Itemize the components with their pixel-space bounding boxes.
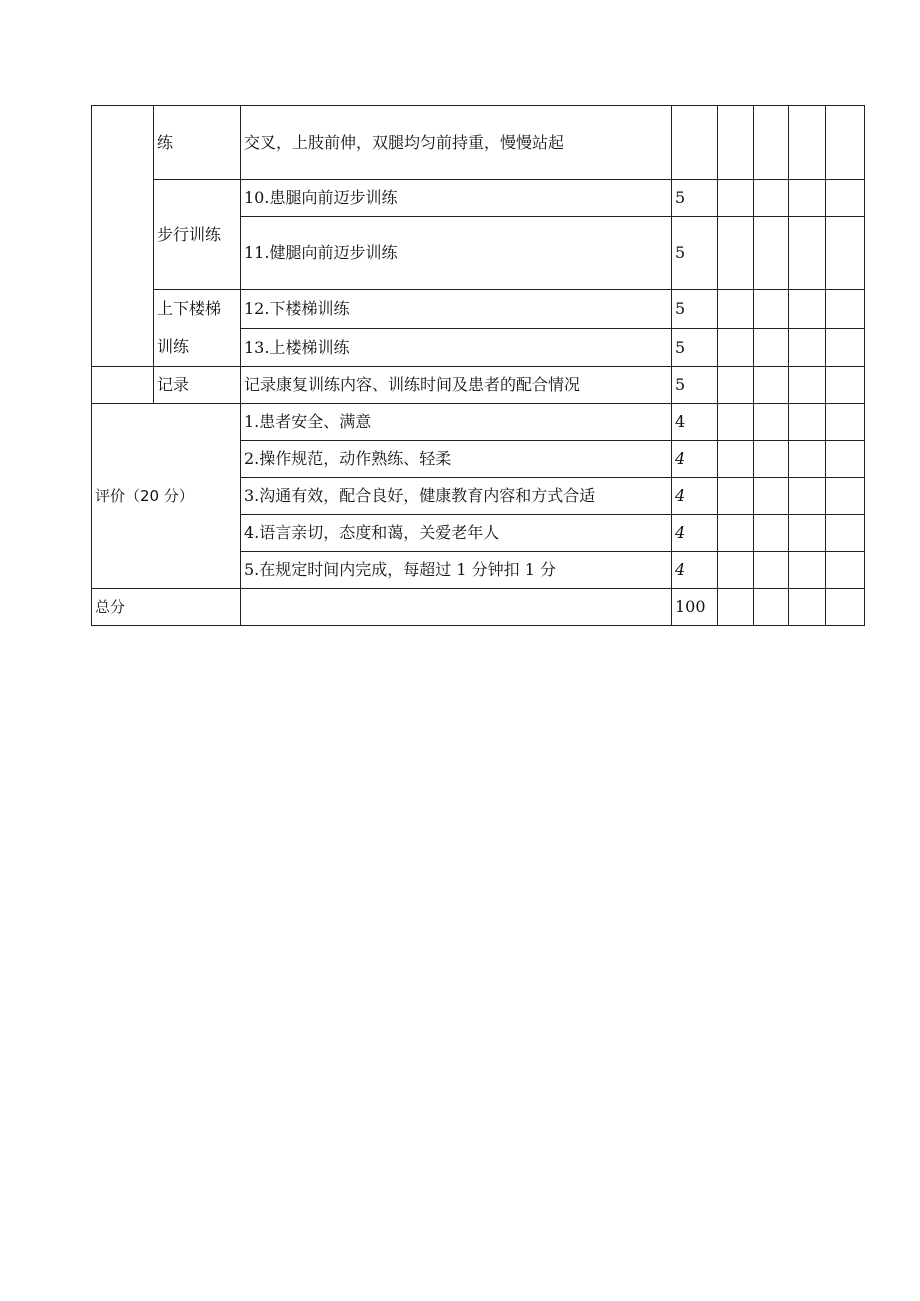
blank-cell (754, 367, 789, 404)
blank-cell (718, 217, 754, 290)
blank-cell (826, 589, 865, 626)
blank-cell (789, 589, 826, 626)
blank-cell (754, 441, 789, 478)
score-cell: 4 (672, 478, 718, 515)
blank-cell (826, 515, 865, 552)
blank-cell (789, 180, 826, 217)
subcategory-cell (154, 290, 241, 367)
score-cell: 4 (672, 515, 718, 552)
score-cell: 5 (672, 328, 718, 367)
subcategory-label: 上下楼梯训练 (157, 299, 222, 356)
content-cell: 2.操作规范，动作熟练、轻柔 (241, 441, 672, 478)
table-row (92, 106, 865, 180)
subcategory-cell (154, 180, 241, 290)
content-cell: 记录康复训练内容、训练时间及患者的配合情况 (241, 367, 672, 404)
score-cell: 5 (672, 367, 718, 404)
blank-cell (754, 552, 789, 589)
blank-cell (826, 290, 865, 329)
score-cell: 5 (672, 290, 718, 329)
blank-cell (826, 367, 865, 404)
blank-cell (789, 515, 826, 552)
content-cell: 3.沟通有效，配合良好，健康教育内容和方式合适 (241, 478, 672, 515)
blank-cell (718, 290, 754, 329)
table-row (92, 404, 865, 441)
blank-cell (754, 290, 789, 329)
content-cell: 5.在规定时间内完成，每超过 1 分钟扣 1 分 (241, 552, 672, 589)
blank-cell (718, 404, 754, 441)
subcategory-label: 步行训练 (157, 224, 222, 244)
score-cell: 4 (672, 404, 718, 441)
blank-cell (789, 328, 826, 367)
blank-cell (718, 441, 754, 478)
content-cell: 4.语言亲切，态度和蔼，关爱老年人 (241, 515, 672, 552)
blank-cell (754, 404, 789, 441)
score-cell: 4 (672, 552, 718, 589)
content-cell: 11.健腿向前迈步训练 (241, 217, 672, 290)
blank-cell (718, 328, 754, 367)
score-cell: 5 (672, 217, 718, 290)
blank-cell (826, 106, 865, 180)
blank-cell (826, 441, 865, 478)
subcategory-cell: 练 (154, 106, 241, 180)
content-cell: 10.患腿向前迈步训练 (241, 180, 672, 217)
blank-cell (789, 478, 826, 515)
blank-cell (826, 478, 865, 515)
content-cell: 13.上楼梯训练 (241, 328, 672, 367)
blank-cell (754, 180, 789, 217)
table-row (92, 367, 865, 404)
subcategory-cell: 记录 (154, 367, 241, 404)
blank-cell (718, 180, 754, 217)
blank-cell (718, 478, 754, 515)
content-cell: 交叉，上肢前伸，双腿均匀前持重，慢慢站起 (241, 106, 672, 180)
blank-cell (789, 217, 826, 290)
blank-cell (718, 106, 754, 180)
table-row (92, 589, 865, 626)
blank-cell (826, 404, 865, 441)
blank-cell (754, 515, 789, 552)
blank-cell (754, 589, 789, 626)
category-cell: 评价（20 分） (92, 404, 241, 589)
blank-cell (718, 515, 754, 552)
blank-cell (718, 589, 754, 626)
category-cell (92, 367, 154, 404)
blank-cell (789, 106, 826, 180)
blank-cell (789, 404, 826, 441)
blank-cell (718, 552, 754, 589)
score-cell (672, 106, 718, 180)
blank-cell (754, 328, 789, 367)
blank-cell (789, 441, 826, 478)
blank-cell (826, 217, 865, 290)
blank-cell (789, 552, 826, 589)
blank-cell (789, 367, 826, 404)
content-cell (241, 589, 672, 626)
blank-cell (718, 367, 754, 404)
score-cell: 5 (672, 180, 718, 217)
score-cell: 100 (672, 589, 718, 626)
content-cell: 1.患者安全、满意 (241, 404, 672, 441)
score-cell: 4 (672, 441, 718, 478)
blank-cell (789, 290, 826, 329)
blank-cell (754, 217, 789, 290)
blank-cell (754, 106, 789, 180)
category-cell: 总分 (92, 589, 241, 626)
blank-cell (754, 478, 789, 515)
scoring-table (91, 105, 865, 626)
blank-cell (826, 180, 865, 217)
blank-cell (826, 328, 865, 367)
table-row (92, 290, 865, 329)
category-cell (92, 106, 154, 367)
blank-cell (826, 552, 865, 589)
table-row (92, 180, 865, 217)
content-cell: 12.下楼梯训练 (241, 290, 672, 329)
